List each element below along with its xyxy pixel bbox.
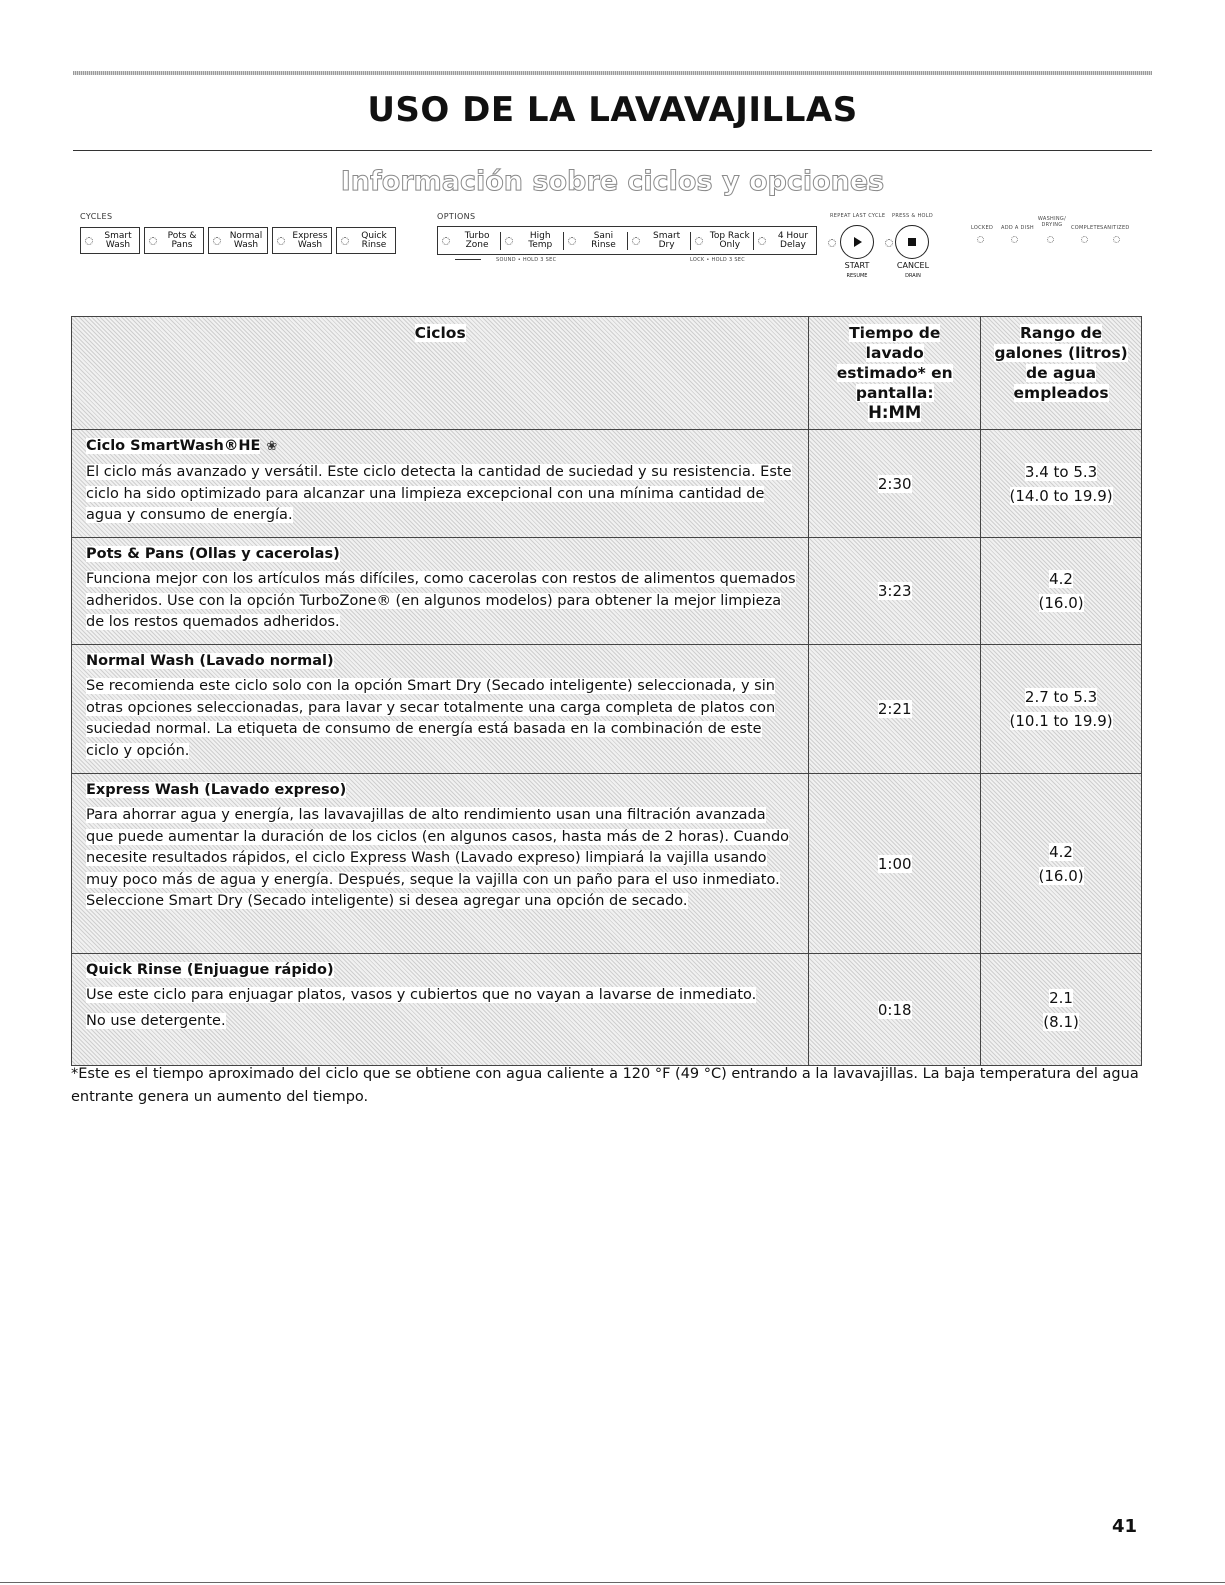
- time-cell: [809, 954, 981, 1066]
- header-ciclos-text: Ciclos: [414, 324, 466, 342]
- cancel-label: [889, 261, 937, 281]
- option-button-turbo-zone: [438, 232, 501, 250]
- status-complete-label: COMPLETE: [1071, 225, 1101, 231]
- cycles-table: [71, 316, 1142, 1066]
- cycle-time: 2:21: [877, 700, 912, 718]
- top-rule: [73, 71, 1152, 75]
- status-sanitized-label: SANITIZED: [1100, 225, 1130, 231]
- option-line1: Smart: [652, 230, 681, 241]
- status-locked-label: LOCKED: [971, 225, 994, 231]
- cycle-description: Funciona mejor con los artículos más difíciles, como cacerolas con restos de alimentos quemados adheridos. Use con la opción TurboZone® (en algunos modelos) para obtener la mejor limpieza de los restos quemados adheridos.: [86, 571, 796, 630]
- cycle-time: 0:18: [877, 1000, 912, 1019]
- water-liters: (14.0 to 19.9): [1009, 486, 1113, 505]
- cycle-button-line2: Rinse: [361, 239, 387, 250]
- stop-icon: [906, 236, 918, 248]
- cycle-description: Para ahorrar agua y energía, las lavavajillas de alto rendimiento usan una filtración avanzada que puede aumentar la duración de los ciclos (en algunos casos, hasta más de 2 horas). Cuando necesite resultados rápidos, el ciclo Express Wash (Lavado expreso) limpiará la vajilla usando muy poco más de agua y energía. Después, seque la vajilla con un paño para el uso inmediato. Seleccione Smart Dry (Secado inteligente) si desea agregar una opción de secado.: [86, 807, 790, 909]
- cycle-cell: [72, 430, 809, 538]
- cycle-description: Use este ciclo para enjuagar platos, vasos y cubiertos que no vayan a lavarse de inmediato.: [86, 987, 757, 1003]
- page-number: 41: [1111, 1516, 1137, 1537]
- cycle-note: No use detergente.: [86, 1012, 226, 1029]
- option-line1: 4 Hour: [777, 230, 809, 241]
- cycles-label: CYCLES: [80, 212, 113, 221]
- option-button-smart-dry: [628, 232, 691, 250]
- time-cell: [809, 538, 981, 645]
- status-led-icon: [1011, 236, 1018, 243]
- cycle-button-smart-wash: [80, 227, 140, 254]
- water-cell: [981, 774, 1142, 954]
- led-icon: [442, 237, 450, 245]
- option-line2: Temp: [528, 239, 553, 250]
- cycle-cell: [72, 645, 809, 774]
- water-gallons: 4.2: [1049, 842, 1073, 861]
- repeat-last-cycle-label: REPEAT LAST CYCLE: [830, 213, 886, 219]
- cycle-button-line1: Express: [292, 230, 328, 241]
- time-cell: [809, 774, 981, 954]
- option-button-4-hour-delay: [754, 232, 816, 250]
- cancel-text: CANCEL: [896, 261, 930, 270]
- status-washing-drying-label: WASHING/ DRYING: [1037, 216, 1067, 228]
- sound-underline: [455, 259, 481, 260]
- led-icon: [149, 237, 157, 245]
- cycle-time: 1:00: [877, 854, 912, 873]
- status-led-icon: [1047, 236, 1054, 243]
- table-row: [72, 774, 1142, 954]
- table-row: [72, 954, 1142, 1066]
- cycle-name: Pots & Pans (Ollas y cacerolas): [86, 546, 340, 562]
- led-icon: [277, 237, 285, 245]
- cycle-time: 2:30: [877, 474, 912, 493]
- water-liters: (16.0): [1038, 594, 1084, 612]
- water-gallons: 2.1: [1049, 988, 1073, 1007]
- cycle-button-line2: Pans: [171, 239, 193, 250]
- cycle-button-pots-pans: [144, 227, 204, 254]
- water-cell: [981, 538, 1142, 645]
- led-icon: [213, 237, 221, 245]
- cycle-button-quick-rinse: [336, 227, 396, 254]
- option-line2: Only: [719, 239, 741, 250]
- water-gallons: 4.2: [1049, 570, 1073, 588]
- cycle-buttons: [80, 227, 396, 254]
- cycle-button-line1: Quick: [361, 230, 387, 241]
- option-line1: High: [529, 230, 551, 241]
- cycle-description: Se recomienda este ciclo solo con la opción Smart Dry (Secado inteligente) seleccionada, y sin otras opciones seleccionadas, para lavar y secar totalmente una carga completa de platos con suciedad normal. La etiqueta de consumo de energía está basada en la combinación de este ciclo y opción.: [86, 678, 776, 759]
- option-button-top-rack-only: [691, 232, 754, 250]
- cycle-button-line1: Smart: [104, 230, 132, 241]
- status-led-icon: [977, 236, 984, 243]
- option-button-sani-rinse: [564, 232, 627, 250]
- page-title: USO DE LA LAVAVAJILLAS: [367, 90, 858, 130]
- header-range: [981, 317, 1142, 430]
- option-line2: Rinse: [591, 239, 616, 250]
- cancel-button-illustration: [895, 225, 929, 259]
- leaf-icon: ❀: [266, 439, 278, 454]
- header-time: [809, 317, 981, 430]
- water-liters: (8.1): [1043, 1012, 1079, 1031]
- options-label: OPTIONS: [437, 212, 476, 221]
- cycle-button-line1: Normal: [229, 230, 263, 241]
- water-liters: (16.0): [1038, 866, 1084, 885]
- led-icon: [632, 237, 640, 245]
- led-icon: [85, 237, 93, 245]
- led-icon: [568, 237, 576, 245]
- drain-text: DRAIN: [905, 273, 921, 279]
- led-icon: [505, 237, 513, 245]
- start-text: START: [844, 261, 870, 270]
- status-led-icon: [1113, 236, 1120, 243]
- cycle-cell: [72, 538, 809, 645]
- play-icon: [851, 236, 863, 248]
- cycle-cell: [72, 774, 809, 954]
- header-ciclos: [72, 317, 809, 430]
- cycle-button-line1: Pots &: [167, 230, 197, 241]
- led-icon: [885, 239, 893, 247]
- water-cell: [981, 430, 1142, 538]
- cycle-button-line2: Wash: [105, 239, 131, 250]
- sound-hold-label: SOUND • HOLD 3 SEC: [496, 257, 557, 263]
- led-icon: [695, 237, 703, 245]
- water-gallons: 3.4 to 5.3: [1024, 462, 1098, 481]
- cycle-button-express-wash: [272, 227, 332, 254]
- option-line2: Dry: [658, 239, 675, 250]
- status-led-icon: [1081, 236, 1088, 243]
- resume-text: RESUME: [846, 273, 868, 279]
- cycle-button-line2: Wash: [233, 239, 259, 250]
- header-time-text: Tiempo de lavado estimado* en pantalla:: [836, 324, 953, 402]
- table-row: [72, 645, 1142, 774]
- table-row: [72, 430, 1142, 538]
- option-line2: Delay: [780, 239, 806, 250]
- cycle-time: 3:23: [877, 582, 912, 600]
- led-icon: [341, 237, 349, 245]
- led-icon: [828, 239, 836, 247]
- option-line2: Zone: [465, 239, 489, 250]
- option-line1: Turbo: [464, 230, 490, 241]
- water-liters: (10.1 to 19.9): [1009, 712, 1113, 730]
- water-cell: [981, 645, 1142, 774]
- section-title: Información sobre ciclos y opciones: [340, 166, 885, 197]
- time-cell: [809, 645, 981, 774]
- header-time-format: H:MM: [868, 403, 922, 422]
- start-button-illustration: [840, 225, 874, 259]
- option-button-high-temp: [501, 232, 564, 250]
- cycle-name: Normal Wash (Lavado normal): [86, 653, 334, 669]
- cycle-name: Express Wash (Lavado expreso): [86, 782, 347, 798]
- footnote: *Este es el tiempo aproximado del ciclo que se obtiene con agua caliente a 120 °F (49 °C) entrando a la lavavajillas. La baja temperatura del agua entrante genera un aumento del tiempo.: [71, 1066, 1139, 1105]
- cycle-button-normal-wash: [208, 227, 268, 254]
- led-icon: [758, 237, 766, 245]
- start-label: [836, 261, 878, 281]
- water-gallons: 2.7 to 5.3: [1024, 688, 1098, 706]
- water-cell: [981, 954, 1142, 1066]
- option-line1: Sani: [593, 230, 614, 241]
- option-line1: Top Rack: [709, 230, 750, 241]
- cycle-button-line2: Wash: [297, 239, 323, 250]
- title-rule: [73, 150, 1152, 151]
- cycle-cell: [72, 954, 809, 1066]
- cycle-name: Quick Rinse (Enjuague rápido): [86, 962, 334, 978]
- cycle-name: Ciclo SmartWash®HE: [86, 438, 261, 454]
- press-hold-label: PRESS & HOLD: [892, 213, 934, 219]
- table-header-row: [72, 317, 1142, 430]
- bottom-rule: [0, 1582, 1225, 1583]
- header-range-text: Rango de galones (litros) de agua empleados: [994, 324, 1128, 402]
- time-cell: [809, 430, 981, 538]
- status-add-a-dish-label: ADD A DISH: [1001, 225, 1034, 231]
- lock-hold-label: LOCK • HOLD 3 SEC: [690, 257, 746, 263]
- option-buttons: [437, 226, 817, 255]
- cycle-description: El ciclo más avanzado y versátil. Este ciclo detecta la cantidad de suciedad y su resistencia. Este ciclo ha sido optimizado para alcanzar una limpieza excepcional con una mínima cantidad de agua y consumo de energía.: [86, 464, 792, 523]
- table-row: [72, 538, 1142, 645]
